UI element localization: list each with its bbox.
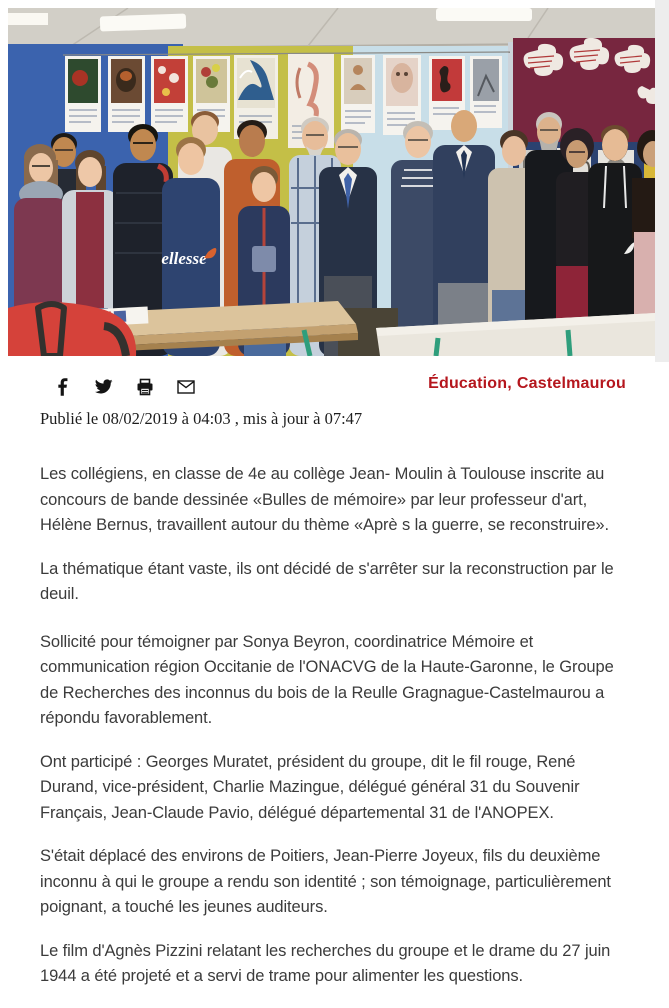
- hoodie-logo-text: ellesse: [161, 249, 207, 268]
- publish-date: Publié le 08/02/2019 à 04:03 , mis à jour à 07:47: [40, 409, 363, 428]
- article-meta-row: [40, 372, 626, 396]
- article-photo: [8, 8, 655, 356]
- article-paragraph: Ont participé : Georges Muratet, président du groupe, dit le fil rouge, René Durand, vice-président, Charlie Mazingue, délégué général 31 du Souvenir Français, Jean-Claude Pavio, délégué départemental 31 de l'ANOPEX.: [40, 752, 580, 822]
- facebook-icon: [54, 378, 72, 396]
- category-links: [428, 372, 626, 393]
- article-paragraph: Sollicité pour témoigner par Sonya Beyron, coordinatrice Mémoire et communication région Occitanie de l'ONACVG de la Haute-Garonne, le Groupe de Recherches des inconnus du bois de la Reulle Gragnague-Castelmaurou a répondu favorablement.: [40, 632, 614, 727]
- article-paragraph: La thématique étant vaste, ils ont décidé de s'arrêter sur la reconstruction par le deuil.: [40, 559, 614, 603]
- print-button[interactable]: [136, 378, 154, 396]
- share-toolbar: [40, 372, 195, 396]
- classroom-photo-illustration: [8, 8, 655, 356]
- twitter-icon: [95, 378, 113, 396]
- email-icon: [177, 378, 195, 396]
- email-share-button[interactable]: [177, 378, 195, 396]
- article-body: [40, 462, 626, 990]
- article-paragraph: S'était déplacé des environs de Poitiers, Jean-Pierre Joyeux, fils du deuxième inconnu à qui le groupe a rendu son identité ; son témoignage, particulièrement poignant, a touché les jeunes auditeurs.: [40, 847, 611, 916]
- print-icon: [136, 378, 154, 396]
- page-background-strip: [655, 0, 669, 362]
- category-link-education[interactable]: Éducation,: [428, 375, 512, 392]
- category-link-castelmaurou[interactable]: Castelmaurou: [516, 375, 626, 392]
- article-paragraph: Les collégiens, en classe de 4e au collège Jean- Moulin à Toulouse inscrite au concours de bande dessinée «Bulles de mémoire» par leur professeur d'art, Hélène Bernus, travaillent autour du thème «Aprè s la guerre, se reconstruire».: [40, 465, 609, 534]
- article-content: [40, 372, 626, 1008]
- article-paragraph: Le film d'Agnès Pizzini relatant les recherches du groupe et le drame du 27 juin 1944 a été projeté et a servi de trame pour alimenter les questions.: [40, 941, 611, 985]
- twitter-share-button[interactable]: [95, 378, 113, 396]
- facebook-share-button[interactable]: [54, 378, 72, 396]
